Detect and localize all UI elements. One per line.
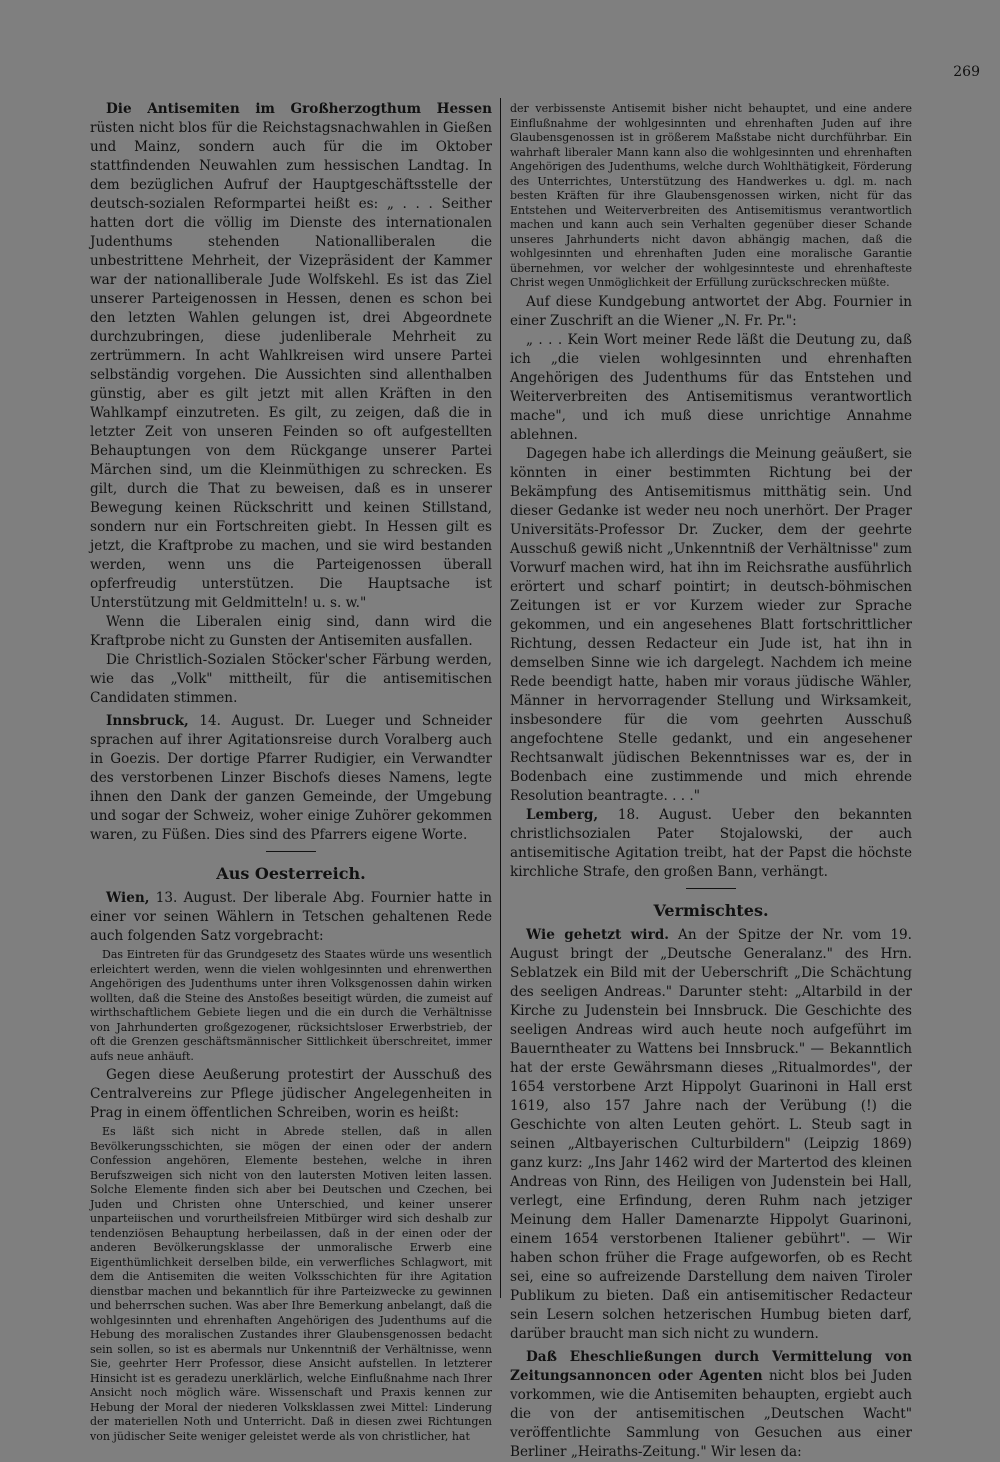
quotation — [90, 1125, 492, 1444]
paragraph: Wenn die Liberalen einig sind, dann wird die Kraftprobe nicht zu Gunsten der Antisemiten ausfallen. — [90, 614, 492, 649]
paragraph: Die Christlich-Sozialen Stöcker'scher Färbung werden, wie das „Volk" mittheilt, für die antisemitischen Candidaten stimmen. — [90, 652, 492, 706]
article-heading: Wien, — [106, 890, 150, 906]
article-wien — [90, 889, 492, 946]
article-heading: Innsbruck, — [106, 713, 189, 729]
article-eheschliessungen — [510, 1348, 912, 1462]
article-hetze — [510, 926, 912, 1344]
section-heading: Aus Oesterreich. — [216, 864, 366, 883]
article-heading: Die Antisemiten im Großherzogthum Hessen — [106, 101, 492, 117]
article-heading: Daß Eheschließungen durch Vermittelung von Zeitungsannoncen oder Agenten — [510, 1348, 912, 1384]
paragraph: „ . . . Kein Wort meiner Rede läßt die Deutung zu, daß ich „die vielen wohlgesinnten und ehrenhaften Angehörigen des Judenthums für das Entstehen und Weiterverbreiten des Antisemitismus verantwortlich mache", und ich muß diese unrichtige Annahme ablehnen. — [510, 331, 912, 443]
article-innsbruck — [90, 712, 492, 845]
article-text: nicht blos bei Juden vorkommen, wie die Antisemiten behaupten, ergiebt auch die von der antisemitischen „Deutschen Wacht" veröffentlichte Sammlung von Gesuchen aus einer Berliner „Heiraths-Zeitung." Wir lesen da: — [510, 1367, 912, 1460]
article-lemberg — [510, 806, 912, 882]
separator — [266, 851, 316, 852]
article-heading: Lemberg, — [526, 806, 599, 823]
quotation-text: Es läßt sich nicht in Abrede stellen, daß in allen Bevölkerungsschichten, sie mögen der einen oder der andern Confession angehören, Elemente bestehen, welche in ihren Berufszweigen sich nicht von den lautersten Motiven leiten lassen. Solche Elemente finden sich aber bei Deutschen und Czechen, bei Juden und Christen ohne Unterschied, und keiner unserer unparteiischen und vorurtheilsfreien Mitbürger wird sich deshalb zur tendenziösen Behauptung herbeilassen, daß in der einen oder der anderen Bevölkerungsklasse der unmoralische Erwerb eine Eigenthümlichkeit derselben bilde, ein verwerfliches Schlagwort, mit dem die Antisemiten die weiten Volksschichten für ihre Agitation dienstbar machen und bekanntlich für ihre Parteizwecke zu gewinnen und beherrschen suchen. Was aber Ihre Bemerkung anbelangt, daß die wohlgesinnten und ehrenhaften Angehörigen des Judenthums auf die Hebung des moralischen Zustandes ihrer Glaubensgenossen bedacht sein sollen, so ist es abermals nur Unkenntniß der Verhältnisse, wenn Sie, geehrter Herr Professor, diese Ansicht aufstellen. In letzterer Hinsicht ist es geradezu unerklärlich, welche Einflußnahme nach Ihrer Ansicht noch möglich wäre. Wissenschaft und Praxis kennen zur Hebung der Moral der niederen Volksklassen zwei Mittel: Linderung der materiellen Noth und Unterricht. Daß in diesen zwei Richtungen von jüdischer Seite weniger geleistet werde als von christlicher, hat — [90, 1125, 492, 1443]
quotation-text: der verbissenste Antisemit bisher nicht behauptet, und eine andere Einflußnahme der wohlgesinnten und ehrenhaften Juden auf ihre Glaubensgenossen ist in größerem Maßstabe nicht durchführbar. Ein wahrhaft liberaler Mann kann also die wohlgesinnten und ehrenhaften Angehörigen des Judenthums, welche durch Wohlthätigkeit, Förderung des Unterrichtes, Unterstützung des Handwerkes u. dgl. m. nach besten Kräften für ihre Glaubensgenossen wirken, nicht für das Entstehen und Weiterverbreiten des Antisemitismus verantwortlich machen und kann auch sein Verhalten gegenüber dieser Schande unseres Jahrhunderts nicht davon abhängig machen, daß die wohlgesinnten und ehrenhaften Juden eine moralische Garantie übernehmen, vor welcher der wohlgesinnteste und ehrenhafteste Christ wegen Unmöglichkeit der Erfüllung zurückschrecken müßte. — [510, 102, 912, 289]
section-heading: Vermischtes. — [653, 900, 769, 920]
right-column — [510, 100, 912, 1462]
paragraph: Dagegen habe ich allerdings die Meinung geäußert, sie könnten in einer bestimmten Richtung bei der Bekämpfung des Antisemitismus mitthätig sein. Und dieser Gedanke ist weder neu noch unerhört. Der Prager Universitäts-Professor Dr. Zucker, dem der geehrte Ausschuß gewiß nicht „Unkenntniß der Verhältnisse" zum Vorwurf machen wird, hat ihn im Reichsrathe ausführlich erörtert und scharf pointirt; in deutsch-böhmischen Zeitungen ist er vor Kurzem wieder zur Sprache gekommen, und ein angesehenes Blatt fortschrittlicher Richtung, dessen Redacteur ein Jude ist, hat ihn in demselben Sinne wie ich dargelegt. Nachdem ich meine Rede beendigt hatte, haben mir voraus jüdische Wähler, Männer in hervorragender Stellung und Wirksamkeit, insbesondere für die vom geehrten Ausschuß angefochtene Stelle gedankt, und ein angesehener Rechtsanwalt jüdischen Bekenntnisses war es, der in Bodenbach eine zustimmende und mich ehrende Resolution beantragte. . . ." — [510, 445, 912, 804]
quotation-text: Das Eintreten für das Grundgesetz des Staates würde uns wesentlich erleichtert werden, wenn die vielen wohlgesinnten und ehrenwerthen Angehörigen des Judenthums unter ihren Volksgenossen dahin wirken wollten, daß die Steine des Anstoßes beseitigt würden, die zumeist auf wirthschaftlichem Gebiete liegen und die ein durch die Verhältnisse von Jahrhunderten großgezogener, rücksichtsloser Erwerbstrieb, der oft die Grenzen geschäftsmännischer Sittlichkeit überschreitet, immer aufs neue anhäuft. — [90, 948, 492, 1063]
paragraph: Auf diese Kundgebung antwortet der Abg. Fournier in einer Zuschrift an die Wiener „N. Fr. Pr.": — [510, 293, 912, 329]
paragraph: Gegen diese Aeußerung protestirt der Ausschuß des Centralvereins zur Pflege jüdischer Angelegenheiten in Prag in einem öffentlichen Schreiben, worin es heißt: — [90, 1067, 492, 1121]
separator — [686, 888, 736, 889]
quotation — [90, 948, 492, 1064]
article-text: 13. August. Der liberale Abg. Fournier hatte in einer vor seinen Wählern in Tetschen gehaltenen Rede auch folgenden Satz vorgebracht: — [90, 890, 492, 944]
article-heading: Wie gehetzt wird. — [526, 926, 669, 943]
article-text: 14. August. Dr. Lueger und Schneider sprachen auf ihrer Agitationsreise durch Voralberg auch in Goezis. Der dortige Pfarrer Rudigier, ein Verwandter des verstorbenen Linzer Bischofs dieses Namens, legte ihnen den Dank der ganzen Gemeinde, der Umgebung und sogar der Schweiz, woher einige Zuhörer gekommen waren, zu Füßen. Dies sind des Pfarrers eigene Worte. — [90, 713, 492, 843]
quotation — [510, 102, 912, 291]
article-hessen — [90, 100, 492, 613]
page-number: 269 — [953, 64, 980, 80]
left-column — [90, 100, 492, 1446]
article-text: An der Spitze der Nr. vom 19. August bringt der „Deutsche Generalanz." des Hrn. Seblatzek ein Bild mit der Ueberschrift „Die Schächtung des seeligen Andreas." Darunter steht: „Altarbild in der Kirche zu Judenstein bei Innsbruck. Die Geschichte des seeligen Andreas wird auch heute noch aufgeführt im Bauerntheater zu Wattens bei Innsbruck." — Bekanntlich hat der erste Gewährsmann dieses „Ritualmordes", der 1654 verstorbene Arzt Hippolyt Guarinoni in Hall erst 1619, also 157 Jahre nach der Verübung (!) die Geschichte von alten Leuten gehört. L. Steub sagt in seinen „Altbayerischen Culturbildern" (Leipzig 1869) ganz kurz: „Ins Jahr 1462 wird der Martertod des kleinen Andreas von Rinn, des Heiligen von Judenstein bei Hall, verlegt, eine Erfindung, deren Ruhm nach jetziger Meinung dem Haller Damenarzte Hippolyt Guarinoni, einem 1654 verstorbenen Italiener gebührt". — Wir haben schon früher die Frage aufgeworfen, ob es Recht sei, eine so aufreizende Darstellung dem naiven Tiroler Publikum zu bieten. Daß ein antisemitischer Redacteur sein Lesern solchen hetzerischen Humbug bieten darf, darüber braucht man sich nicht zu wundern. — [510, 926, 912, 1342]
column-divider — [500, 98, 501, 1298]
article-text: 18. August. Ueber den bekannten christlichsozialen Pater Stojalowski, der auch antisemitische Agitation treibt, hat der Papst die höchste kirchliche Strafe, den großen Bann, verhängt. — [510, 806, 912, 880]
article-text: rüsten nicht blos für die Reichstagsnachwahlen in Gießen und Mainz, sondern auch für die im Oktober stattfindenden Neuwahlen zum hessischen Landtag. In dem bezüglichen Aufruf der Hauptgeschäftsstelle der deutsch-sozialen Reformpartei heißt es: „ . . . Seither hatten dort die völlig im Dienste des internationalen Judenthums stehenden Nationalliberalen die unbestrittene Mehrheit, der Vizepräsident der Kammer war der nationalliberale Jude Wolfskehl. Es ist das Ziel unserer Parteigenossen in Hessen, denen es schon bei den letzten Wahlen gelungen ist, drei Abgeordnete durchzubringen, diese judenliberale Mehrheit zu zertrümmern. In acht Wahlkreisen wird unsere Partei selbständig vorgehen. Die Aussichten sind allenthalben günstig, aber es gilt jetzt mit allen Kräften in den Wahlkampf einzutreten. Es gilt, zu zeigen, daß die in letzter Zeit von unseren Feinden so oft aufgestellten Behauptungen von dem Rückgange unserer Partei Märchen sind, um die Kleinmüthigen zu schrecken. Es gilt, durch die That zu beweisen, daß es in unserer Bewegung keinen Rückschritt und keinen Stillstand, sondern nur ein Fortschreiten giebt. In Hessen gilt es jetzt, die Kraftprobe zu machen, und sie wird bestanden werden, wenn uns die Parteigenossen überall opferfreudig unterstützen. Die Hauptsache ist Unterstützung mit Geldmitteln! u. s. w." — [90, 120, 492, 611]
